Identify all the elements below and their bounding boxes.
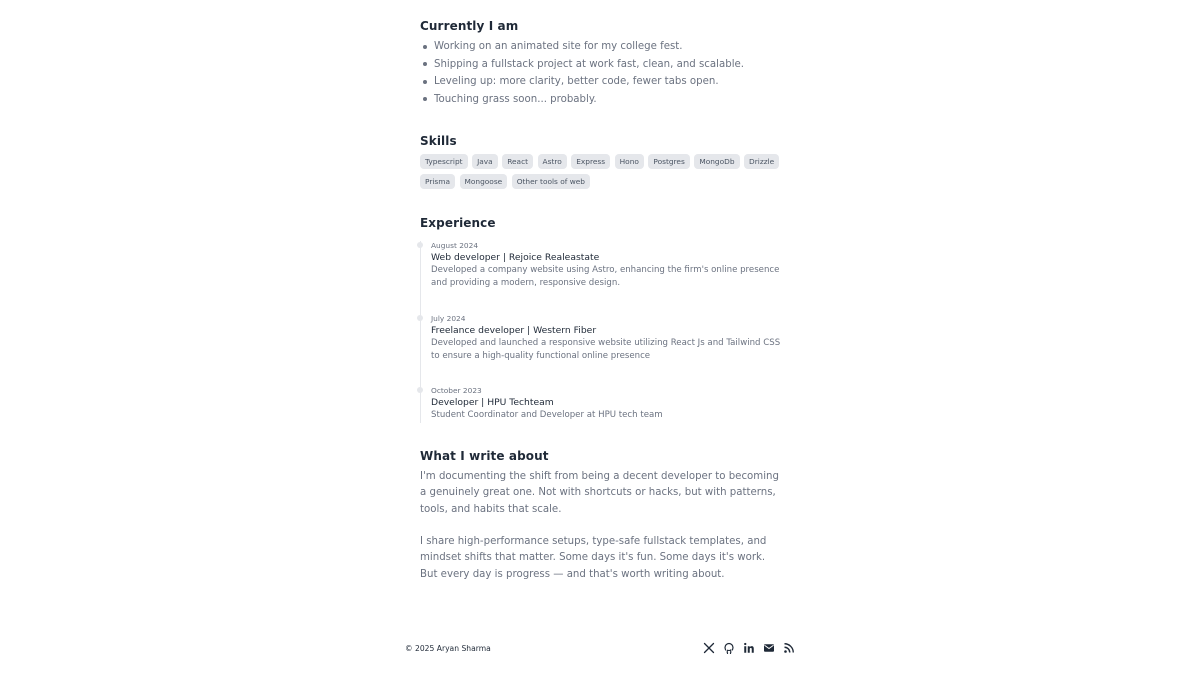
currently-item: Working on an animated site for my college fest.: [420, 39, 744, 57]
currently-item: Leveling up: more clarity, better code, fewer tabs open.: [420, 74, 744, 92]
experience-date: August 2024: [431, 241, 479, 250]
skill-chip: Express: [571, 154, 610, 169]
skill-chip: Postgres: [648, 154, 689, 169]
linkedin-icon[interactable]: [743, 642, 755, 654]
currently-item: Touching grass soon... probably.: [420, 92, 744, 110]
experience-date: July 2024: [431, 314, 466, 323]
write-about-paragraph: I share high-performance setups, type-safe fullstack templates, and mindset shifts that matter. Some days it's fun. Some days it's work. But every day is progress — and that's worth writing about.: [420, 536, 767, 580]
skill-chip: Typescript: [420, 154, 468, 169]
experience-role: Developer | HPU Techteam: [431, 397, 554, 408]
skill-chip: Drizzle: [744, 154, 779, 169]
timeline-dot: [417, 242, 423, 248]
rss-icon[interactable]: [783, 642, 795, 654]
experience-description: Student Coordinator and Developer at HPU tech team: [431, 410, 663, 420]
experience-timeline: [420, 241, 790, 423]
experience-role: Web developer | Rejoice Realeastate: [431, 252, 600, 263]
currently-heading: Currently I am: [420, 19, 519, 33]
skill-chip: Prisma: [420, 174, 455, 189]
skills-heading: Skills: [420, 134, 457, 148]
skills-list: [420, 154, 790, 189]
write-about-paragraph: I'm documenting the shift from being a decent developer to becoming a genuinely great one. Not with shortcuts or hacks, but with patterns, tools, and habits that scale.: [420, 471, 779, 515]
timeline-dot: [417, 315, 423, 321]
github-icon[interactable]: [723, 642, 735, 654]
x-icon[interactable]: [703, 642, 715, 654]
currently-list: [420, 39, 744, 109]
skill-chip: MongoDb: [694, 154, 739, 169]
experience-role: Freelance developer | Western Fiber: [431, 325, 597, 336]
skill-chip: Other tools of web: [512, 174, 590, 189]
mail-icon[interactable]: [763, 642, 775, 654]
timeline-line: [420, 241, 421, 423]
experience-heading: Experience: [420, 216, 496, 230]
experience-description: Developed and launched a responsive website utilizing React Js and Tailwind CSS to ensure a high-quality functional online presence: [431, 338, 781, 361]
skill-chip: React: [502, 154, 533, 169]
currently-item: Shipping a fullstack project at work fast, clean, and scalable.: [420, 57, 744, 75]
skill-chip: Hono: [615, 154, 644, 169]
timeline-dot: [417, 387, 423, 393]
footer-copyright: © 2025 Aryan Sharma: [405, 644, 491, 653]
skill-chip: Java: [472, 154, 498, 169]
experience-date: October 2023: [431, 386, 482, 395]
skill-chip: Astro: [538, 154, 567, 169]
footer-social-links: [703, 642, 795, 654]
experience-description: Developed a company website using Astro, enhancing the firm's online presence and providing a modern, responsive design.: [431, 265, 780, 288]
write-about-heading: What I write about: [420, 449, 549, 463]
skill-chip: Mongoose: [460, 174, 508, 189]
